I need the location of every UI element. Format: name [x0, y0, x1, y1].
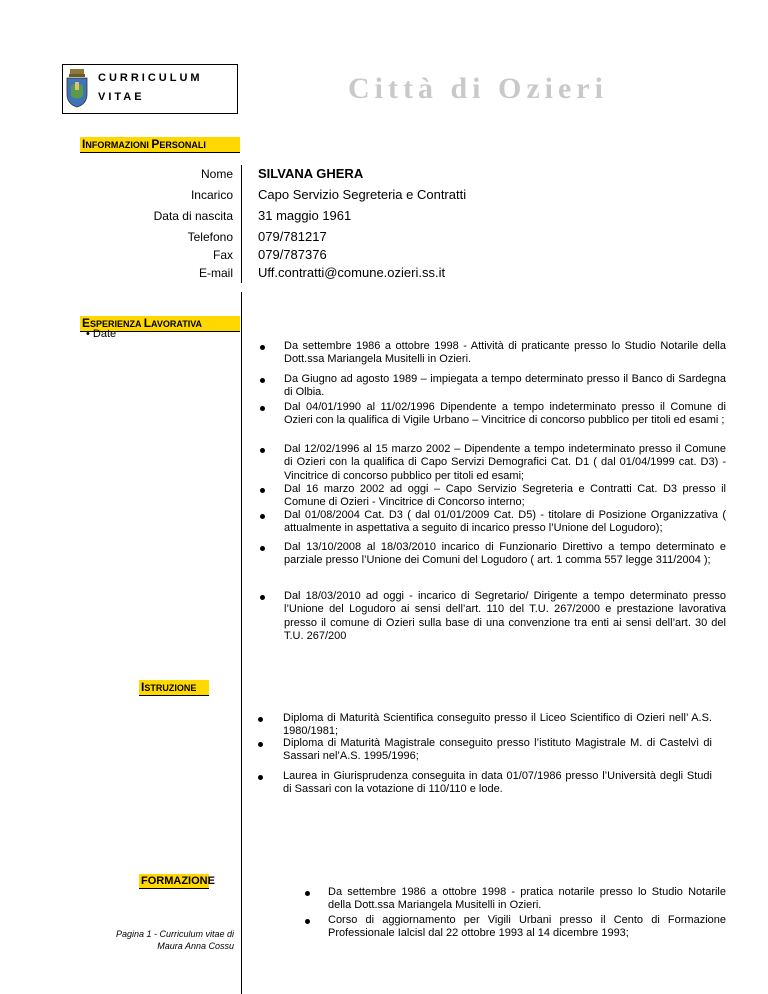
label-telefono: Telefono: [187, 230, 233, 244]
list-item: Diploma di Maturità Magistrale conseguito presso l’istituto Magistrale M. di Castelvì di Sassari nel’A.S. 1995/1996;: [264, 737, 712, 764]
list-item: Dal 01/08/2004 Cat. D3 ( dal 01/01/2009 Cat. D5) - titolare di Posizione Organizzativa ( attualmente in aspettativa a seguito di incarico presso l’Unione del Logudoro);: [268, 509, 726, 536]
label-nome: Nome: [200, 167, 233, 181]
bullet-icon: [305, 919, 310, 924]
bullet-icon: [258, 742, 263, 747]
label-incarico: Incarico: [190, 188, 233, 202]
value-fax: 079/787376: [258, 247, 327, 262]
bullet-icon: [260, 595, 265, 600]
bullet-icon: [260, 406, 265, 411]
cv-title-line2: VITAE: [98, 91, 145, 103]
list-item: Diploma di Maturità Scientifica conseguito presso il Liceo Scientifico di Ozieri nell’ A.S. 1980/1981;: [264, 712, 712, 739]
bullet-icon: [260, 345, 265, 350]
bullet-icon: [260, 378, 265, 383]
list-item: Dal 13/10/2008 al 18/03/2010 incarico di Funzionario Direttivo a tempo determinato e parziale presso l’Unione dei Comuni del Logudoro ( art. 1 comma 557 legge 311/2004 );: [268, 541, 726, 568]
section-heading-education: ISTRUZIONE: [139, 680, 209, 696]
list-item: Laurea in Giurisprudenza conseguita in data 01/07/1986 presso l’Università degli Studi di Sassari con la votazione di 110/110 e lode.: [264, 770, 712, 797]
cv-title-line1: CURRICULUM: [98, 72, 203, 84]
section-heading-training: FORMAZIONE: [141, 875, 215, 887]
bullet-icon: [305, 891, 310, 896]
value-email: Uff.contratti@comune.ozieri.ss.it: [258, 265, 446, 280]
bullet-icon: [258, 717, 263, 722]
list-item: Corso di aggiornamento per Vigili Urbani presso il Cento di Formazione Professionale Ialcisl dal 22 ottobre 1993 al 14 dicembre 1993;: [310, 914, 726, 941]
bullet-icon: [260, 448, 265, 453]
section-heading-personal: INFORMAZIONI PERSONALI: [80, 137, 240, 153]
value-incarico: Capo Servizio Segreteria e Contratti: [258, 187, 467, 202]
date-label: • Date: [86, 328, 117, 340]
main-divider: [241, 292, 242, 994]
value-nome: SILVANA GHERA: [258, 166, 364, 181]
footer-line2: Maura Anna Cossu: [157, 941, 234, 951]
list-item: Da settembre 1986 a ottobre 1998 - pratica notarile presso lo Studio Notarile della Dott.ssa Mariangela Musitelli in Ozieri.: [310, 886, 726, 913]
bullet-icon: [258, 775, 263, 780]
label-data-nascita: Data di nascita: [153, 209, 233, 223]
list-item: Da settembre 1986 a ottobre 1998 - Attività di praticante presso lo Studio Notarile della Dott.ssa Mariangela Musitelli in Ozieri.: [268, 340, 726, 367]
city-watermark-title: Città di Ozieri: [348, 72, 608, 105]
list-item: Dal 04/01/1990 al 11/02/1996 Dipendente a tempo indeterminato presso il Comune di Ozieri con la qualifica di Vigile Urbano – Vincitrice di concorso pubblico per titoli ed esami ;: [268, 401, 726, 428]
section-heading-experience: ESPERIENZA LAVORATIVA: [80, 316, 240, 332]
bullet-icon: [260, 546, 265, 551]
value-data-nascita: 31 maggio 1961: [258, 208, 352, 223]
personal-divider: [241, 165, 242, 283]
bullet-icon: [260, 488, 265, 493]
list-item: Dal 16 marzo 2002 ad oggi – Capo Servizio Segreteria e Contratti Cat. D3 presso il Comune di Ozieri - Vincitrice di Concorso interno;: [268, 483, 726, 510]
city-crest-icon: [64, 68, 90, 108]
list-item: Da Giugno ad agosto 1989 – impiegata a tempo determinato presso il Banco di Sardegna di Olbia.: [268, 373, 726, 400]
label-email: E-mail: [198, 266, 233, 280]
page-footer: [94, 928, 234, 952]
value-telefono: 079/781217: [258, 229, 327, 244]
list-item: Dal 18/03/2010 ad oggi - incarico di Segretario/ Dirigente a tempo determinato presso l’Unione del Logudoro ai sensi dell’art. 110 del T.U. 267/2000 e prestazione lavorativa presso il comune di Ozieri sulla base di una convenzione tra enti ai sensi dell’art. 30 del T.U. 267/200: [268, 590, 726, 644]
label-fax: Fax: [212, 248, 233, 262]
bullet-icon: [260, 514, 265, 519]
list-item: Dal 12/02/1996 al 15 marzo 2002 – Dipendente a tempo indeterminato presso il Comune di Ozieri con la qualifica di Capo Servizi Demografici Cat. D1 ( dal 01/04/1999 cat. D3) - Vincitrice di concorso pubblico per titoli ed esami;: [268, 443, 726, 483]
footer-line1: Pagina 1 - Curriculum vitae di: [115, 929, 234, 939]
